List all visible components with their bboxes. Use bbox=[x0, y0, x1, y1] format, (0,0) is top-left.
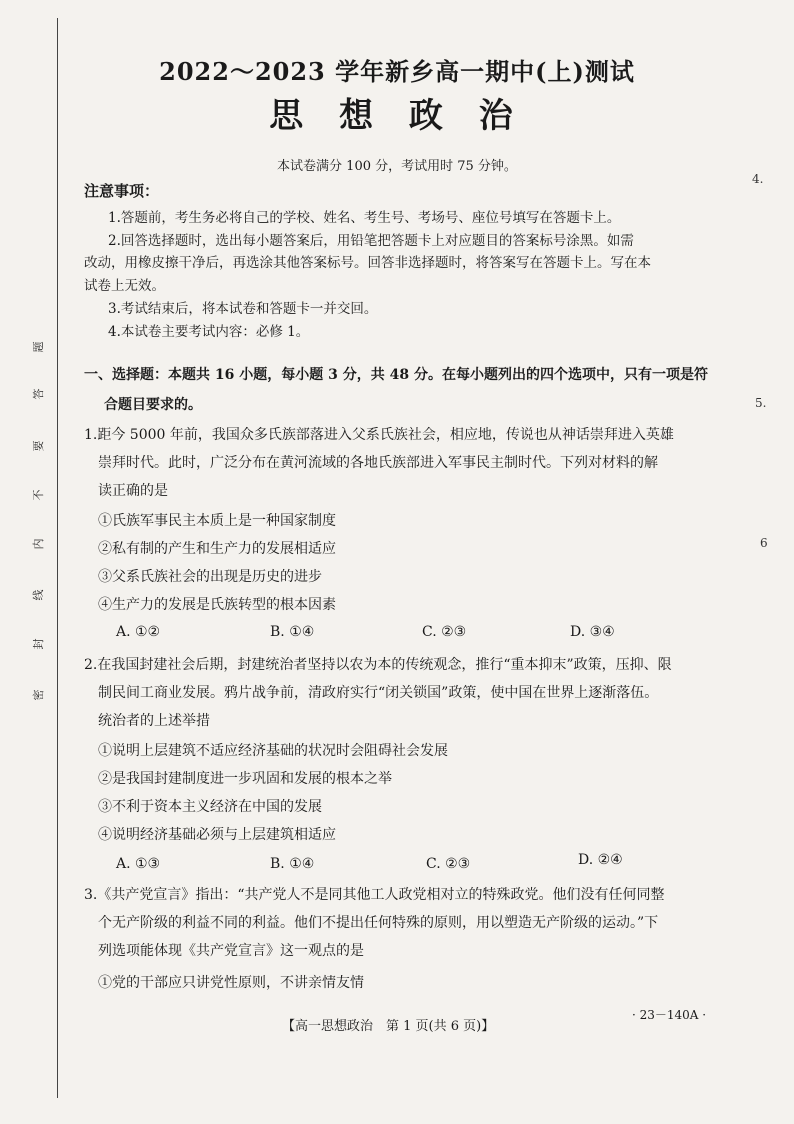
q1-statement: ②私有制的产生和生产力的发展相适应 bbox=[98, 541, 336, 557]
margin-mark: 6 bbox=[760, 536, 768, 550]
seal-char: 密 bbox=[32, 689, 45, 701]
note-line: 3.考试结束后，将本试卷和答题卡一并交回。 bbox=[108, 301, 378, 317]
seal-char: 不 bbox=[32, 489, 45, 501]
q1-stem: 1.距今 5000 年前，我国众多氏族部落进入父系氏族社会，相应地，传说也从神话崇拜进入英雄 bbox=[84, 427, 674, 443]
subject-title: 思 想 政 治 bbox=[269, 96, 525, 136]
q2-choice-a: A. ①③ bbox=[116, 856, 161, 872]
q1-choice-b: B. ①④ bbox=[270, 624, 315, 640]
q2-choice-b: B. ①④ bbox=[270, 856, 315, 872]
seal-char: 题 bbox=[32, 341, 45, 353]
q1-statement: ③父系氏族社会的出现是历史的进步 bbox=[98, 569, 322, 585]
note-line: 试卷上无效。 bbox=[84, 278, 165, 294]
q2-statement: ①说明上层建筑不适应经济基础的状况时会阻碍社会发展 bbox=[98, 743, 448, 759]
q3-statement: ①党的干部应只讲党性原则，不讲亲情友情 bbox=[98, 975, 364, 991]
q2-stem: 制民间工商业发展。鸦片战争前，清政府实行“闭关锁国”政策，使中国在世界上逐渐落伍。 bbox=[98, 685, 659, 701]
note-line: 改动，用橡皮擦干净后，再选涂其他答案标号。回答非选择题时，将答案写在答题卡上。写在本 bbox=[84, 255, 651, 271]
seal-char: 封 bbox=[32, 638, 45, 650]
note-line: 4.本试卷主要考试内容：必修 1。 bbox=[108, 324, 310, 340]
exam-info: 本试卷满分 100 分，考试用时 75 分钟。 bbox=[277, 159, 517, 174]
q3-stem: 个无产阶级的利益不同的利益。他们不提出任何特殊的原则，用以塑造无产阶级的运动。”下 bbox=[98, 915, 659, 931]
seal-char: 内 bbox=[32, 538, 45, 550]
note-line: 2.回答选择题时，选出每小题答案后，用铅笔把答题卡上对应题目的答案标号涂黑。如需 bbox=[108, 233, 634, 249]
q1-stem: 崇拜时代。此时，广泛分布在黄河流域的各地氏族部进入军事民主制时代。下列对材料的解 bbox=[98, 455, 658, 471]
q2-statement: ④说明经济基础必须与上层建筑相适应 bbox=[98, 827, 336, 843]
section-heading: 一、选择题：本题共 16 小题，每小题 3 分，共 48 分。在每小题列出的四个选项中，只有一项是符 bbox=[84, 367, 708, 383]
q3-stem: 列选项能体现《共产党宣言》这一观点的是 bbox=[98, 943, 364, 959]
margin-mark: 5. bbox=[755, 396, 767, 410]
margin-mark: 4. bbox=[752, 172, 764, 186]
q1-stem: 读正确的是 bbox=[98, 483, 168, 499]
q2-stem: 2.在我国封建社会后期，封建统治者坚持以农为本的传统观念，推行“重本抑末”政策，压抑、限 bbox=[84, 657, 672, 673]
q3-stem: 3.《共产党宣言》指出：“共产党人不是同其他工人政党相对立的特殊政党。他们没有任何同整 bbox=[84, 887, 665, 903]
notes-title: 注意事项： bbox=[84, 182, 160, 200]
binding-line bbox=[57, 18, 58, 1098]
q2-choice-d: D. ②④ bbox=[578, 852, 623, 868]
q2-statement: ③不利于资本主义经济在中国的发展 bbox=[98, 799, 322, 815]
note-line: 1.答题前，考生务必将自己的学校、姓名、考生号、考场号、座位号填写在答题卡上。 bbox=[108, 210, 621, 226]
page-footer: 【高一思想政治 第 1 页(共 6 页)】 bbox=[282, 1019, 495, 1034]
q2-statement: ②是我国封建制度进一步巩固和发展的根本之举 bbox=[98, 771, 392, 787]
section-heading-cont: 合题目要求的。 bbox=[104, 397, 202, 413]
q2-choice-c: C. ②③ bbox=[426, 856, 471, 872]
q1-choice-c: C. ②③ bbox=[422, 624, 467, 640]
q1-choice-d: D. ③④ bbox=[570, 624, 615, 640]
seal-char: 线 bbox=[32, 589, 45, 601]
q1-statement: ④生产力的发展是氏族转型的根本因素 bbox=[98, 597, 336, 613]
q1-choice-a: A. ①② bbox=[116, 624, 161, 640]
q2-stem: 统治者的上述举措 bbox=[98, 713, 210, 729]
seal-char: 要 bbox=[32, 440, 45, 452]
seal-char: 答 bbox=[32, 388, 45, 400]
exam-code: · 23－140A · bbox=[632, 1008, 707, 1022]
q1-statement: ①氏族军事民主本质上是一种国家制度 bbox=[98, 513, 336, 529]
exam-title: 2022～2023 学年新乡高一期中(上)测试 bbox=[159, 57, 635, 86]
